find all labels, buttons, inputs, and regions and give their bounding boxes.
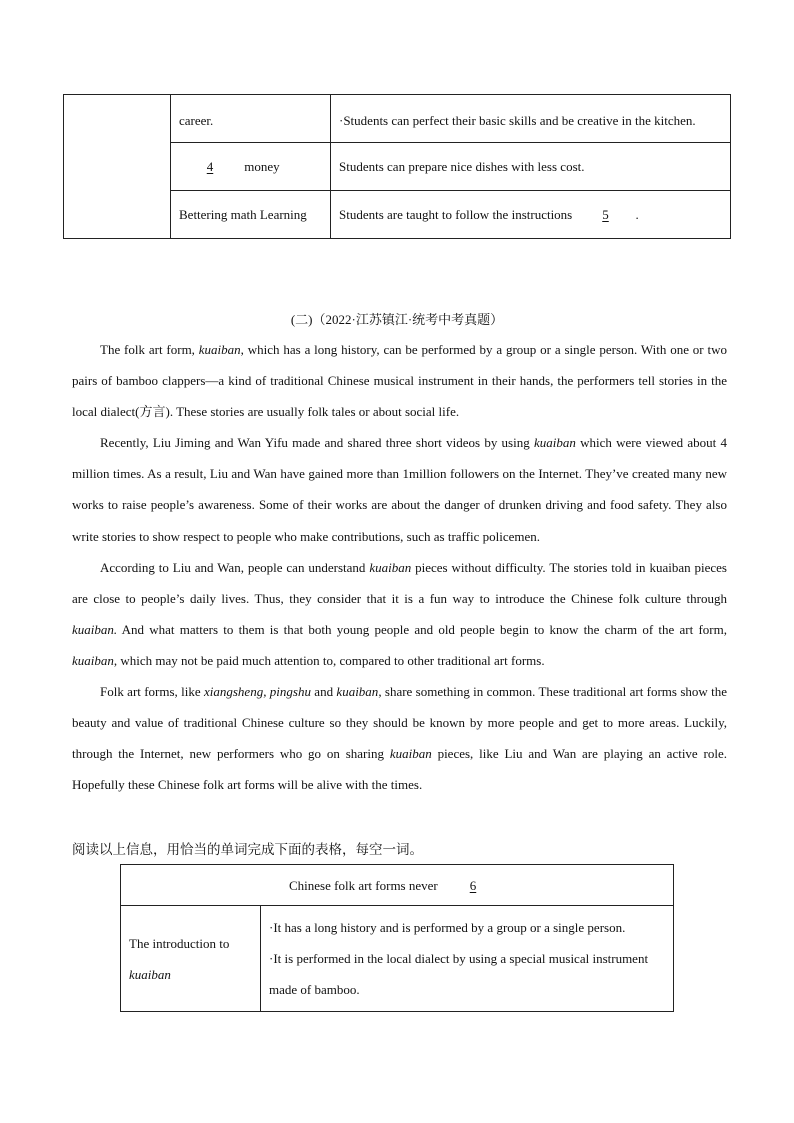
row-label: The introduction to — [129, 935, 230, 951]
cell-text: . — [635, 207, 639, 222]
cell-text: Chinese folk art forms never — [289, 877, 441, 893]
text: , which has a long history, can be performed by a group or a single person. With one or two pairs of bamboo clappers—a kind of traditional Chinese musical instrument in their hands, the performers tell stories in the local dialect(方言). These stories are usually folk tales or about social life. — [72, 342, 727, 420]
text: , share something in common. These traditional art forms show the beauty and value of traditional Chinese culture so they should be known by more people and get to more areas. Luckily, through the Internet, new performers who go on sharing — [72, 684, 727, 762]
text: And what matters to them is that both young people and old people begin to know the charm of the art form, — [117, 621, 727, 637]
cell-text: Bettering math Learning — [179, 207, 307, 222]
text: According to Liu and Wan, people can understand — [100, 559, 370, 575]
italic-text: kuaiban — [72, 652, 114, 668]
bullet-line: ·It has a long history and is performed by a group or a single person. — [269, 920, 626, 935]
table-cell — [331, 143, 731, 191]
table-cell — [261, 906, 674, 1012]
instruction-text: 阅读以上信息，用恰当的单词完成下面的表格，每空一词。 — [72, 842, 423, 858]
italic-text: kuaiban — [389, 746, 432, 762]
answer-table-bottom — [120, 864, 674, 1012]
row-label-cell — [121, 906, 261, 1012]
italic-text: kuaiban — [369, 559, 412, 575]
table-row — [121, 906, 674, 1012]
text: Recently, Liu Jiming and Wan Yifu made and shared three short videos by using — [100, 435, 534, 451]
answer-blank-6[interactable]: 6 — [469, 877, 477, 893]
table-title-cell — [121, 865, 674, 906]
answer-blank-4[interactable]: 4 — [206, 159, 214, 174]
answer-table-top — [63, 94, 731, 239]
table-row — [121, 865, 674, 906]
paragraph — [72, 552, 727, 676]
table-cell-empty — [64, 95, 171, 239]
italic-text: kuaiban. — [72, 621, 118, 637]
paragraph — [72, 676, 727, 800]
text: The folk art form, — [100, 342, 199, 357]
table-cell — [171, 143, 331, 191]
table-cell — [331, 191, 731, 239]
italic-text: kuaiban — [336, 684, 379, 700]
text: , which may not be paid much attention to, compared to other traditional art forms. — [113, 652, 545, 668]
italic-text: kuaiban — [198, 342, 241, 357]
table-cell — [171, 95, 331, 143]
text: which were viewed about 4 million times. As a result, Liu and Wan have gained more than 1million followers on the Internet. They’ve created many new works to raise people’s awareness. Some of their works are about the danger of drunken driving and food safety. They also write stories to show respect to people who make contributions, such as traffic policemen. — [72, 435, 727, 544]
text: and — [310, 684, 337, 700]
text: pieces, like Liu and Wan are playing an active role. Hopefully these Chinese folk art forms will be alive with the times. — [72, 746, 727, 793]
text: Folk art forms, like — [100, 684, 204, 700]
reading-passage — [72, 334, 727, 800]
cell-line: ·Students can perfect their basic skills and be creative in the — [339, 113, 651, 128]
paragraph — [72, 334, 727, 427]
answer-blank-5[interactable]: 5 — [602, 207, 609, 222]
text: pieces without difficulty. The stories told in kuaiban pieces are close to people’s daily lives. Thus, they consider that it is a fun way to introduce the Chinese folk culture through — [72, 559, 727, 606]
table-cell — [171, 191, 331, 239]
cell-text: Students are taught to follow the instructions — [339, 207, 576, 222]
row-label-italic: kuaiban — [129, 966, 171, 982]
cell-text: money — [241, 159, 280, 174]
table-cell — [331, 95, 731, 143]
cell-line: Students can prepare nice dishes with less cost. — [339, 159, 585, 174]
italic-text: kuaiban — [533, 435, 576, 451]
cell-text: career. — [179, 113, 214, 128]
paragraph — [72, 427, 727, 551]
table-row — [64, 95, 731, 143]
italic-text: xiangsheng, pingshu — [203, 684, 311, 700]
section-heading: (二)（2022·江苏镇江·统考中考真题） — [290, 312, 504, 327]
bullet-line: ·It is performed in the local dialect by using a special musical instrument made of bamboo. — [269, 951, 649, 997]
cell-line: kitchen. — [654, 113, 696, 128]
